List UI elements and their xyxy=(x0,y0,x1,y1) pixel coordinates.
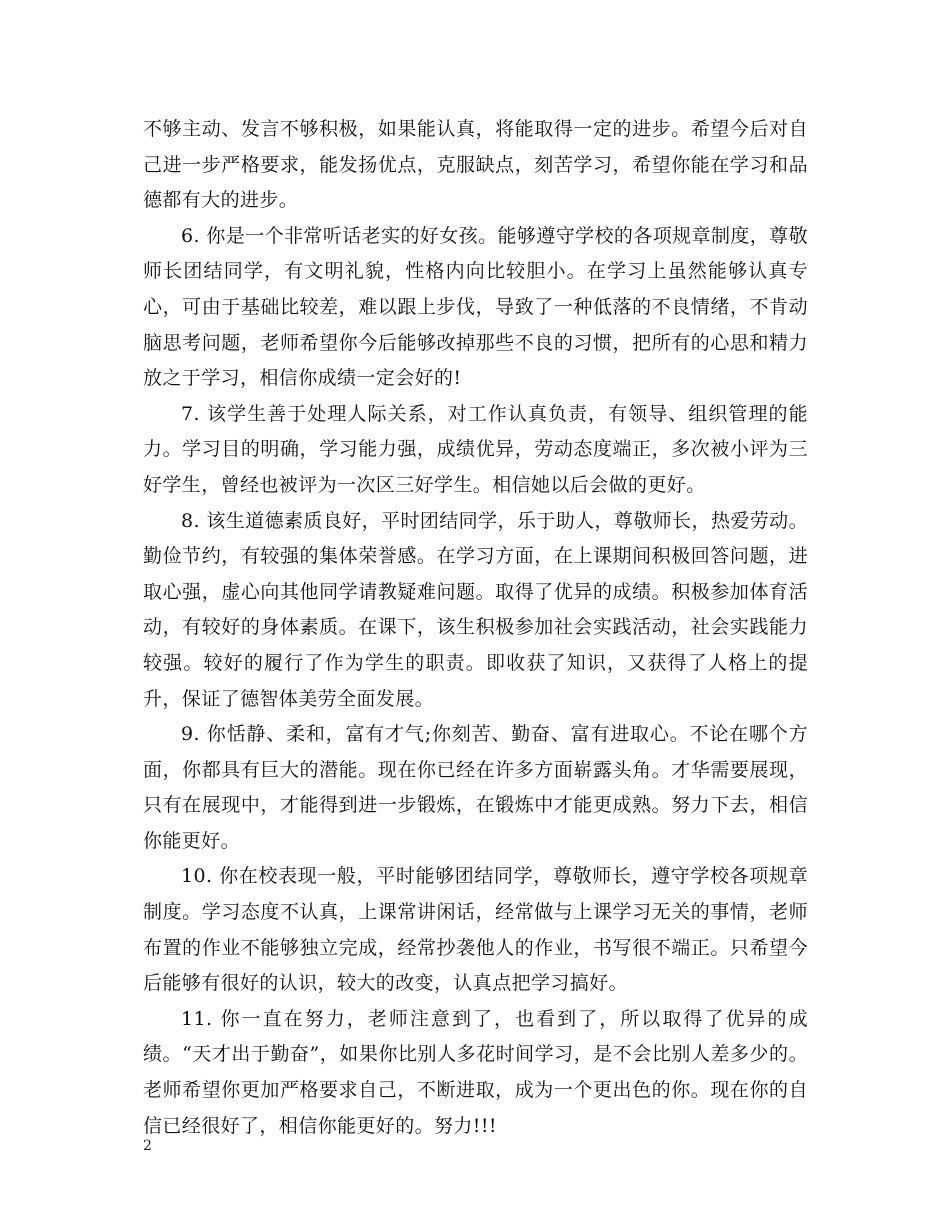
paragraph-comment-10: 10. 你在校表现一般，平时能够团结同学，尊敬师长，遵守学校各项规章制度。学习态度不认真，上课常讲闲话，经常做与上课学习无关的事情，老师布置的作业不能够独立完成，经常抄袭他人的作业，书写很不端正。只希望今后能够有很好的认识，较大的改变，认真点把学习搞好。 xyxy=(143,865,808,995)
paragraph-continuation: 不够主动、发言不够积极，如果能认真，将能取得一定的进步。希望今后对自己进一步严格要求，能发扬优点，克服缺点，刻苦学习，希望你能在学习和品德都有大的进步。 xyxy=(143,118,808,212)
document-body xyxy=(143,112,808,1144)
paragraph-comment-7: 7. 该学生善于处理人际关系，对工作认真负责，有领导、组织管理的能力。学习目的明确，学习能力强，成绩优异，劳动态度端正，多次被小评为三好学生，曾经也被评为一次区三好学生。相信她以后会做的更好。 xyxy=(143,402,808,496)
paragraph-comment-9: 9. 你恬静、柔和，富有才气;你刻苦、勤奋、富有进取心。不论在哪个方面，你都具有巨大的潜能。现在你已经在许多方面崭露头角。才华需要展现，只有在展现中，才能得到进一步锻炼，在锻炼中才能更成熟。努力下去，相信你能更好。 xyxy=(143,723,808,852)
paragraph-comment-11: 11. 你一直在努力，老师注意到了，也看到了，所以取得了优异的成绩。“天才出于勤奋”，如果你比别人多花时间学习，是不会比别人差多少的。老师希望你更加严格要求自己，不断进取，成为一个更出色的你。现在你的自信已经很好了，相信你能更好的。努力!!! xyxy=(143,1007,808,1137)
paragraph-comment-6: 6. 你是一个非常听话老实的好女孩。能够遵守学校的各项规章制度，尊敬师长团结同学，有文明礼貌，性格内向比较胆小。在学习上虽然能够认真专心，可由于基础比较差，难以跟上步伐，导致了一种低落的不良情绪，不肯动脑思考问题，老师希望你今后能够改掉那些不良的习惯，把所有的心思和精力放之于学习，相信你成绩一定会好的! xyxy=(143,224,808,390)
paragraph-comment-8: 8. 该生道德素质良好，平时团结同学，乐于助人，尊敬师长，热爱劳动。勤俭节约，有较强的集体荣誉感。在学习方面，在上课期间积极回答问题，进取心强，虚心向其他同学请教疑难问题。取得了优异的成绩。积极参加体育活动，有较好的身体素质。在课下，该生积极参加社会实践活动，社会实践能力较强。较好的履行了作为学生的职责。即收获了知识，又获得了人格上的提升，保证了德智体美劳全面发展。 xyxy=(143,509,808,710)
page-number: 2 xyxy=(143,1138,152,1154)
